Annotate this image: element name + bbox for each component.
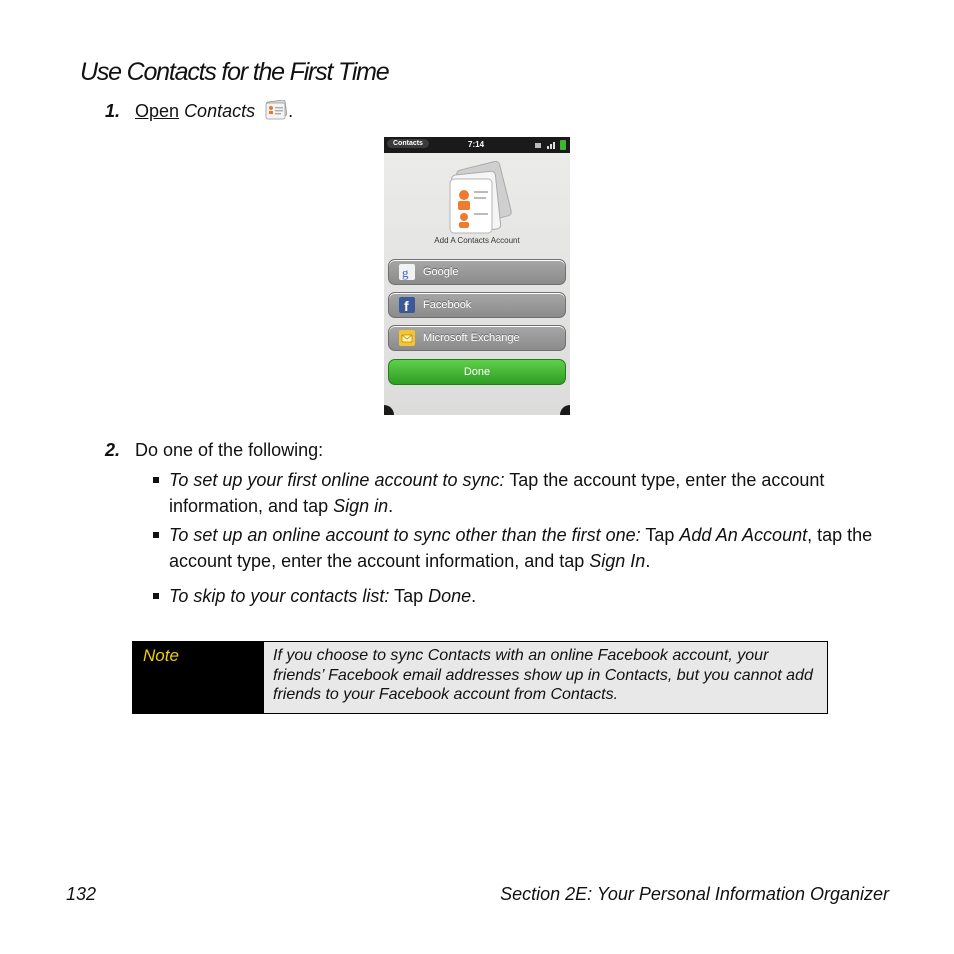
phone-screenshot [384,137,570,415]
step-1 [105,100,293,122]
bullet-item [153,522,893,574]
section-footer: Section 2E: Your Personal Information Organizer [500,884,889,904]
bullet-text: Tap [640,525,680,545]
bullet-text: . [645,551,651,571]
status-app-menu[interactable]: Contacts [387,139,429,148]
step-2 [105,440,323,461]
bullet-square-icon [153,593,159,599]
app-name: Contacts [184,101,256,121]
bullet-lead: To set up your first online account to sync: [169,470,505,490]
bullet-text: Tap [389,586,429,606]
contacts-cards-icon [440,161,516,237]
bullet-square-icon [153,532,159,538]
bullet-text: , tap the account type, enter the account information, and tap [169,525,873,571]
note-box [132,641,828,714]
status-bar [384,137,570,153]
note-text: If you choose to sync Contacts with an online Facebook account, your friends’ Facebook email addresses show up in Contacts, but you cannot add friends to your Facebook account from Contacts. [273,647,813,703]
step-number: 2. [105,440,121,460]
svg-text:g: g [402,265,409,280]
bullet-text: Tap the account type, enter the account information, and tap [169,470,825,516]
bullet-lead: To set up an online account to sync other than the first one: [169,525,641,545]
facebook-icon [399,297,415,313]
svg-text:f: f [404,298,409,313]
bullet-item [153,467,893,519]
bullet-keyword: Add An Account [679,525,808,545]
contacts-app-icon [264,100,288,120]
microsoft-exchange-button[interactable] [388,325,566,351]
bullet-keyword: Done [428,586,472,606]
add-account-label: Add A Contacts Account [434,236,520,245]
done-button[interactable] [388,359,566,385]
facebook-label: Facebook [423,299,472,311]
bullet-text: . [388,496,394,516]
exchange-label: Microsoft Exchange [423,332,520,344]
note-label: Note [143,646,179,665]
open-link[interactable]: Open [135,101,180,121]
bullet-lead: To skip to your contacts list: [169,586,390,606]
section-heading: Use Contacts for the First Time [80,58,389,86]
google-icon [399,264,415,280]
step-1-period: . [288,101,294,121]
exchange-icon [399,330,415,346]
bullet-item [153,583,893,609]
bullet-keyword: Sign in [333,496,389,516]
facebook-button[interactable] [388,292,566,318]
bullet-keyword: Sign In [589,551,646,571]
step-2-text: Do one of the following: [135,440,324,460]
signal-battery-icon [533,139,567,150]
google-button[interactable] [388,259,566,285]
step-number: 1. [105,101,121,121]
status-time: 7:14 [468,140,485,149]
bullet-square-icon [153,477,159,483]
bullet-text: . [471,586,477,606]
screen-corner-right [560,405,570,415]
screen-corner-left [384,405,394,415]
note-body [264,642,827,713]
page-number: 132 [66,884,97,904]
google-label: Google [423,266,459,278]
done-label: Done [463,366,491,378]
